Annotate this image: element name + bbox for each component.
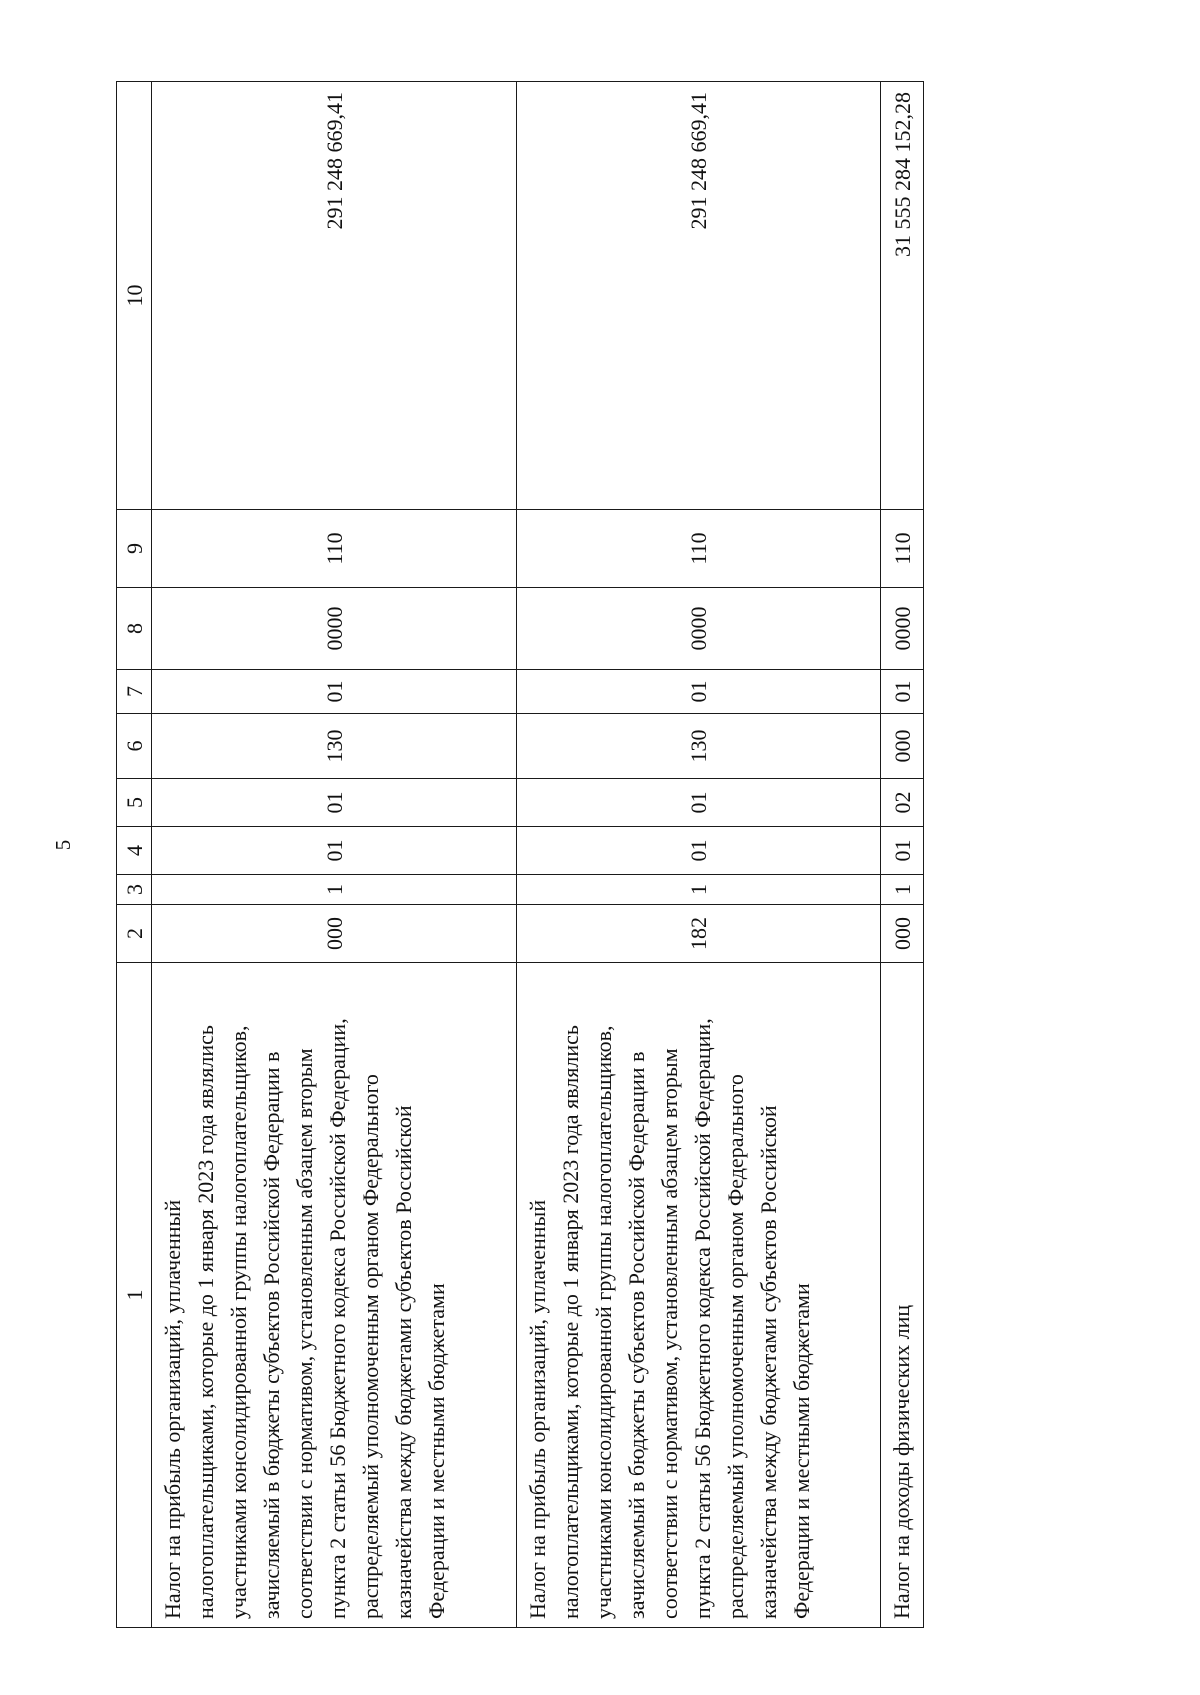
header-cell-8: 8: [117, 588, 152, 670]
economic-code-cell: 110: [881, 510, 924, 588]
description-line: налогоплательщиками, которые до 1 января 2023 года являлись: [193, 1025, 219, 1619]
row-description: [516, 963, 881, 1628]
header-cell-1: 1: [117, 963, 152, 1628]
row-description: [881, 963, 924, 1628]
budget-table-rotated: [116, 82, 924, 1628]
subarticle-code-cell: 130: [516, 714, 881, 779]
description-line: пункта 2 статьи 56 Бюджетного кодекса Российской Федерации,: [325, 1018, 351, 1619]
description-line: налогоплательщиками, которые до 1 января 2023 года являлись: [557, 1025, 583, 1619]
row-description: [152, 963, 517, 1628]
description-line: зачисляемый в бюджеты субъектов Российской Федерации в: [259, 1051, 285, 1619]
description-line: участниками консолидированной группы налогоплательщиков,: [590, 1025, 616, 1619]
article-code-cell: 01: [516, 779, 881, 827]
header-row: [117, 82, 152, 1628]
description-line: казначейства между бюджетами субъектов Российской: [755, 1105, 781, 1619]
description-line: Федерации и местными бюджетами: [788, 1283, 814, 1619]
description-line: распределяемый уполномоченным органом Федерального: [358, 1074, 384, 1619]
element-code-cell: 01: [881, 670, 924, 714]
program-code-cell: 0000: [881, 588, 924, 670]
amount-cell: 291 248 669,41: [152, 82, 517, 510]
economic-code-cell: 110: [152, 510, 517, 588]
admin-code-cell: 182: [516, 905, 881, 963]
description-line: распределяемый уполномоченным органом Федерального: [722, 1074, 748, 1619]
page-number: 5: [51, 839, 75, 851]
description-line: Федерации и местными бюджетами: [424, 1283, 450, 1619]
header-cell-6: 6: [117, 714, 152, 779]
budget-table: [116, 81, 924, 1628]
amount-cell: 31 555 284 152,28: [881, 82, 924, 510]
header-cell-10: 10: [117, 82, 152, 510]
element-code-cell: 01: [152, 670, 517, 714]
description-line: участниками консолидированной группы налогоплательщиков,: [226, 1025, 252, 1619]
description-line: соответствии с нормативом, установленным абзацем вторым: [656, 1048, 682, 1619]
subgroup-code-cell: 01: [152, 827, 517, 875]
header-cell-9: 9: [117, 510, 152, 588]
group-code-cell: 1: [152, 875, 517, 905]
group-code-cell: 1: [881, 875, 924, 905]
description-line: пункта 2 статьи 56 Бюджетного кодекса Российской Федерации,: [689, 1018, 715, 1619]
amount-cell: 291 248 669,41: [516, 82, 881, 510]
economic-code-cell: 110: [516, 510, 881, 588]
header-cell-2: 2: [117, 905, 152, 963]
subarticle-code-cell: 000: [881, 714, 924, 779]
description-line: Налог на прибыль организаций, уплаченный: [524, 1199, 550, 1619]
article-code-cell: 02: [881, 779, 924, 827]
header-cell-5: 5: [117, 779, 152, 827]
group-code-cell: 1: [516, 875, 881, 905]
header-cell-3: 3: [117, 875, 152, 905]
description-line: Налог на прибыль организаций, уплаченный: [160, 1199, 186, 1619]
header-cell-4: 4: [117, 827, 152, 875]
admin-code-cell: 000: [152, 905, 517, 963]
article-code-cell: 01: [152, 779, 517, 827]
table-row: [881, 82, 924, 1628]
description-line: казначейства между бюджетами субъектов Российской: [391, 1105, 417, 1619]
description-line: соответствии с нормативом, установленным абзацем вторым: [292, 1048, 318, 1619]
description-line: зачисляемый в бюджеты субъектов Российской Федерации в: [623, 1051, 649, 1619]
header-cell-7: 7: [117, 670, 152, 714]
admin-code-cell: 000: [881, 905, 924, 963]
table-row: [152, 82, 517, 1628]
program-code-cell: 0000: [516, 588, 881, 670]
subgroup-code-cell: 01: [881, 827, 924, 875]
subarticle-code-cell: 130: [152, 714, 517, 779]
table-row: [516, 82, 881, 1628]
subgroup-code-cell: 01: [516, 827, 881, 875]
program-code-cell: 0000: [152, 588, 517, 670]
element-code-cell: 01: [516, 670, 881, 714]
description-line: Налог на доходы физических лиц: [889, 1304, 915, 1619]
